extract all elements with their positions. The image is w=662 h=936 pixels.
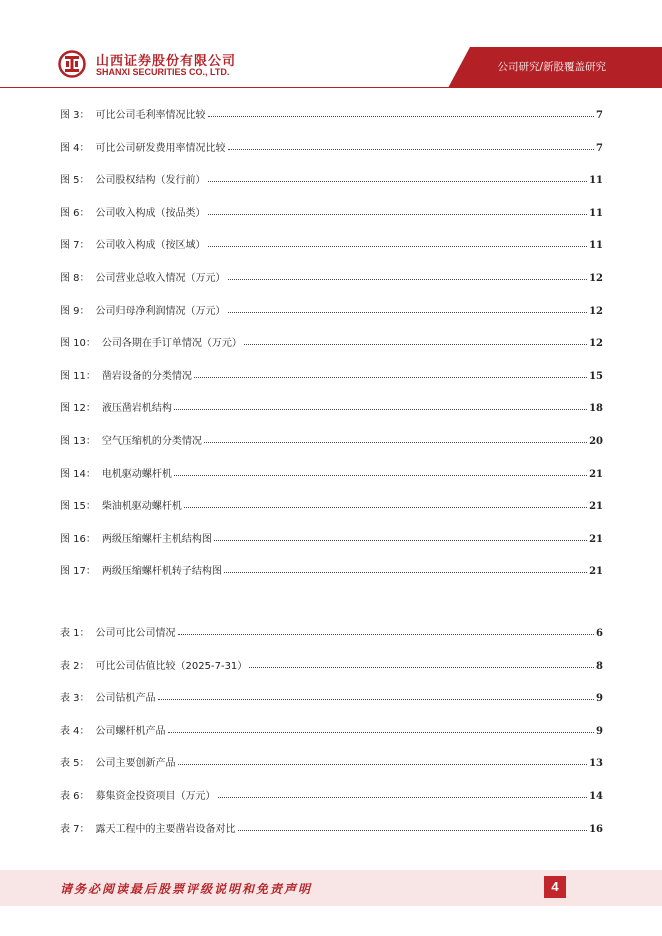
dot-leader: [168, 731, 594, 733]
entry-title: 凿岩设备的分类情况: [101, 370, 192, 382]
table-entry[interactable]: [60, 659, 603, 675]
entry-page-number: 11: [589, 175, 603, 187]
dot-leader: [244, 343, 587, 345]
figure-entry[interactable]: [60, 206, 603, 222]
figure-entry[interactable]: [60, 564, 603, 580]
dot-leader: [174, 408, 587, 410]
company-logo-icon: [58, 50, 86, 78]
entry-page-number: 9: [596, 693, 603, 705]
entry-title: 可比公司毛利率情况比较: [95, 110, 206, 121]
entry-page-number: 21: [589, 468, 603, 480]
entry-title: 两级压缩螺杆机转子结构图: [101, 566, 222, 578]
entry-title: 公司可比公司情况: [95, 628, 176, 639]
entry-page-number: 21: [589, 501, 603, 513]
company-name-cn: 山西证券股份有限公司: [96, 54, 237, 69]
table-entry[interactable]: [60, 756, 603, 772]
dot-leader: [178, 763, 588, 765]
figure-entry[interactable]: [60, 434, 603, 450]
entry-label: 表 2：: [60, 660, 90, 672]
dot-leader: [224, 571, 587, 573]
entry-label: 图 10：: [60, 338, 96, 350]
entry-title: 公司钻机产品: [95, 693, 156, 705]
entry-title: 空气压缩机的分类情况: [101, 436, 202, 447]
table-entry[interactable]: [60, 691, 603, 707]
dot-leader: [174, 474, 587, 476]
entry-page-number: 12: [589, 273, 603, 284]
entry-page-number: 7: [596, 110, 603, 121]
dot-leader: [184, 506, 587, 508]
entry-page-number: 15: [589, 370, 603, 382]
dot-leader: [208, 180, 588, 182]
entry-page-number: 11: [589, 207, 603, 219]
figure-entry[interactable]: [60, 108, 603, 124]
entry-label: 图 15：: [60, 501, 96, 513]
entry-label: 表 1：: [60, 628, 90, 639]
entry-label: 图 12：: [60, 403, 96, 415]
dot-leader: [208, 245, 588, 247]
entry-label: 图 13：: [60, 436, 96, 447]
figure-entry[interactable]: [60, 173, 603, 189]
entry-label: 图 11：: [60, 370, 96, 382]
figure-entry[interactable]: [60, 271, 603, 287]
entry-label: 图 7：: [60, 240, 90, 252]
entry-label: 图 8：: [60, 273, 90, 284]
footer-disclaimer: 请务必阅读最后股票评级说明和免责声明: [60, 882, 313, 896]
entry-title: 可比公司研发费用率情况比较: [95, 142, 226, 154]
dot-leader: [194, 376, 587, 378]
entry-label: 表 5：: [60, 758, 90, 770]
entry-label: 图 16：: [60, 533, 96, 545]
company-name-en: SHANXI SECURITIES CO., LTD.: [96, 67, 230, 77]
entry-page-number: 6: [596, 628, 603, 639]
entry-label: 图 4：: [60, 142, 90, 154]
entry-title: 公司螺杆机产品: [95, 725, 166, 737]
dot-leader: [228, 148, 594, 150]
figure-entry[interactable]: [60, 141, 603, 157]
entry-title: 露天工程中的主要凿岩设备对比: [95, 823, 236, 835]
dot-leader: [238, 829, 588, 831]
entry-title: 公司归母净利润情况（万元）: [95, 305, 226, 317]
entry-page-number: 21: [589, 533, 603, 545]
entry-title: 募集资金投资项目（万元）: [95, 791, 216, 802]
entry-label: 图 3：: [60, 110, 90, 121]
entry-label: 图 9：: [60, 305, 90, 317]
entry-label: 图 6：: [60, 207, 90, 219]
figure-entry[interactable]: [60, 336, 603, 352]
entry-label: 表 7：: [60, 823, 90, 835]
entry-page-number: 8: [596, 660, 603, 672]
page-header: [0, 0, 662, 88]
figure-entry[interactable]: [60, 499, 603, 515]
table-entry[interactable]: [60, 724, 603, 740]
report-category: 公司研究/新股覆盖研究: [497, 61, 606, 73]
dot-leader: [249, 666, 594, 668]
figure-entry[interactable]: [60, 467, 603, 483]
entry-title: 公司主要创新产品: [95, 758, 176, 770]
table-entry[interactable]: [60, 822, 603, 838]
entry-page-number: 16: [589, 823, 603, 835]
page-number: 4: [544, 876, 566, 898]
entry-page-number: 14: [589, 791, 603, 802]
dot-leader: [228, 311, 588, 313]
entry-title: 公司股权结构（发行前）: [95, 175, 206, 187]
dot-leader: [178, 633, 594, 635]
entry-page-number: 12: [589, 338, 603, 350]
dot-leader: [208, 115, 594, 117]
entry-page-number: 12: [589, 305, 603, 317]
entry-title: 公司收入构成（按品类）: [95, 207, 206, 219]
entry-label: 表 3：: [60, 693, 90, 705]
figure-entry[interactable]: [60, 401, 603, 417]
figure-entry[interactable]: [60, 369, 603, 385]
entry-title: 柴油机驱动螺杆机: [101, 501, 182, 513]
figure-entry[interactable]: [60, 532, 603, 548]
figure-entry[interactable]: [60, 238, 603, 254]
entry-label: 图 17：: [60, 566, 96, 578]
entry-label: 图 5：: [60, 175, 90, 187]
entry-page-number: 13: [589, 758, 603, 770]
entry-label: 图 14：: [60, 468, 96, 480]
entry-title: 可比公司估值比较（2025-7-31）: [95, 660, 248, 672]
entry-page-number: 18: [589, 403, 603, 415]
dot-leader: [214, 539, 587, 541]
entry-title: 公司各期在手订单情况（万元）: [101, 338, 242, 350]
entry-page-number: 9: [596, 725, 603, 737]
entry-label: 表 6：: [60, 791, 90, 802]
entry-title: 电机驱动螺杆机: [101, 468, 172, 480]
entry-title: 公司收入构成（按区域）: [95, 240, 206, 252]
dot-leader: [208, 213, 588, 215]
entry-title: 公司营业总收入情况（万元）: [95, 273, 226, 284]
dot-leader: [204, 441, 587, 443]
entry-page-number: 21: [589, 566, 603, 578]
entry-label: 表 4：: [60, 725, 90, 737]
dot-leader: [218, 796, 588, 798]
figure-entry[interactable]: [60, 304, 603, 320]
table-entry[interactable]: [60, 626, 603, 642]
table-entry[interactable]: [60, 789, 603, 805]
dot-leader: [228, 278, 588, 280]
entry-page-number: 20: [589, 436, 603, 447]
entry-title: 液压凿岩机结构: [101, 403, 172, 415]
entry-page-number: 7: [596, 142, 603, 154]
entry-page-number: 11: [589, 240, 603, 252]
entry-title: 两级压缩螺杆主机结构图: [101, 533, 212, 545]
dot-leader: [158, 698, 594, 700]
